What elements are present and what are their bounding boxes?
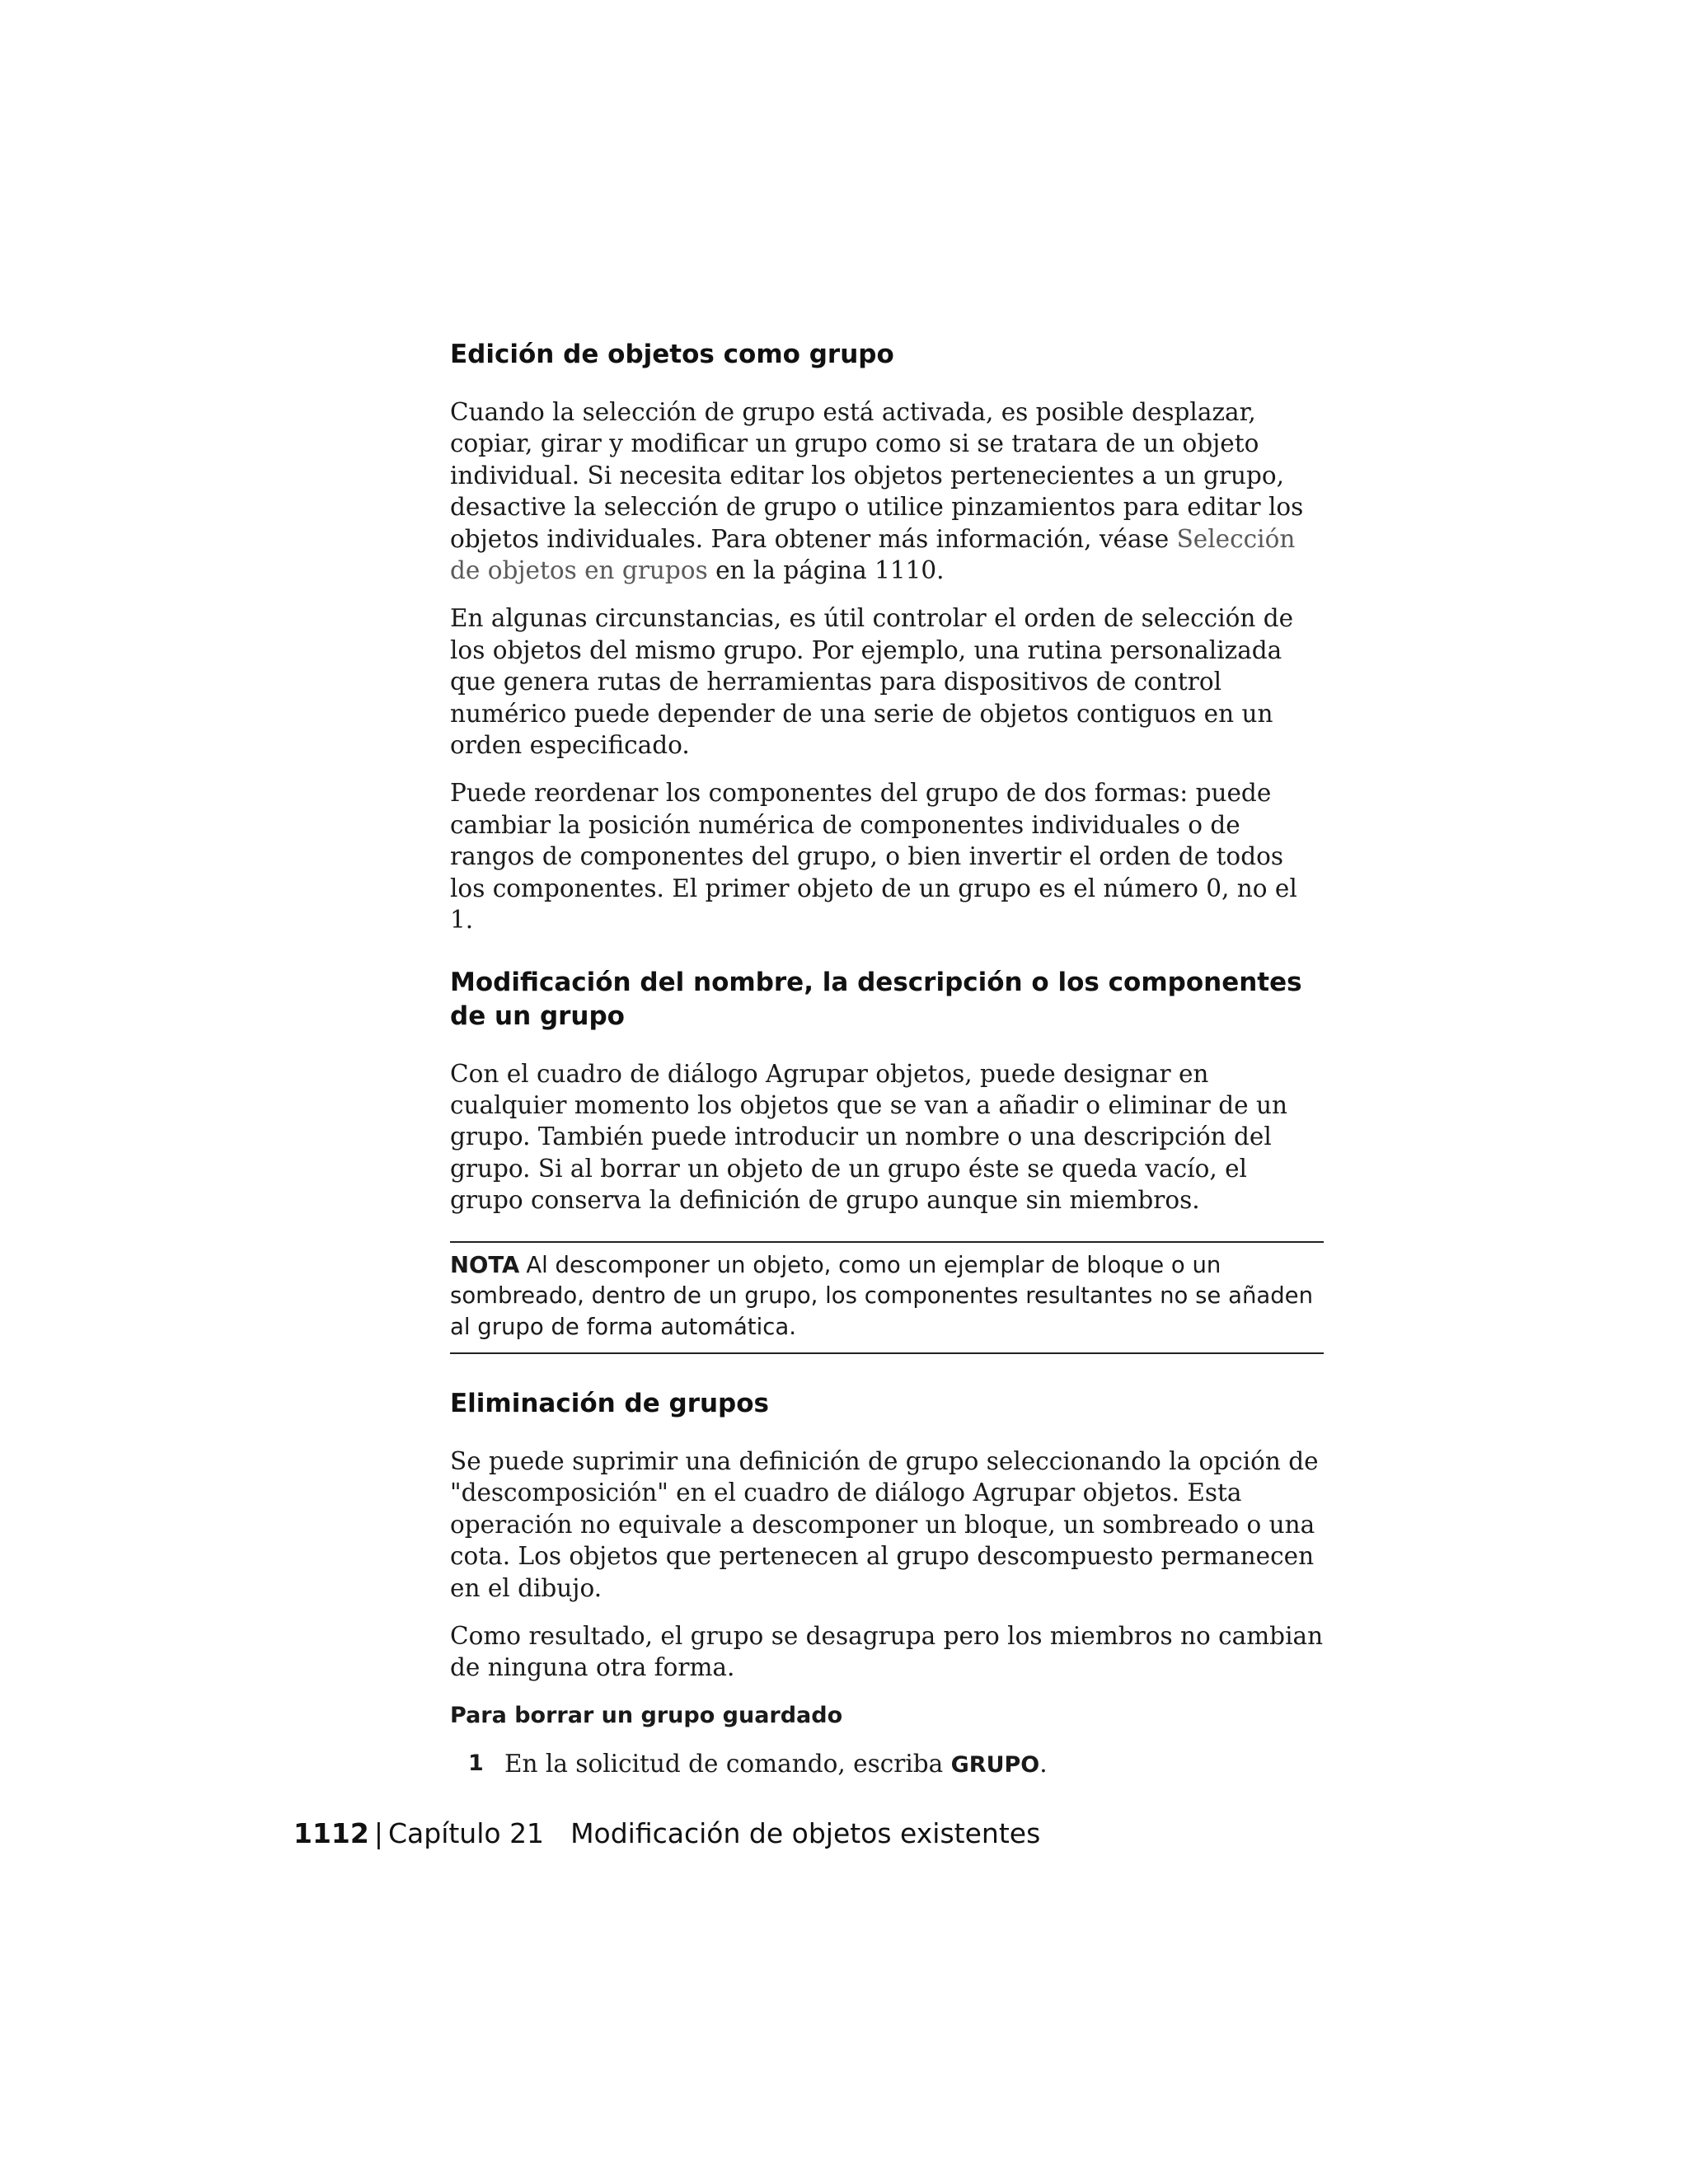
paragraph: Como resultado, el grupo se desagrupa pero los miembros no cambian de ninguna otra forma. xyxy=(450,1622,1324,1682)
paragraph: Se puede suprimir una definición de grupo seleccionando la opción de "descomposición" en el cuadro de diálogo Agrupar objetos. Esta operación no equivale a descomponer un bloque, un sombreado o una cota. Los objetos que pertenecen al grupo descompuesto permanecen en el dibujo. xyxy=(450,1447,1319,1602)
paragraph-text: en la página 1110. xyxy=(707,556,945,585)
chapter-title: Modificación de objetos existentes xyxy=(570,1817,1041,1849)
cross-reference-link[interactable]: Selección de objetos en grupos xyxy=(450,524,1296,585)
step-text-body: En la solicitud de comando, escriba xyxy=(504,1749,951,1778)
chapter-label: Capítulo 21 xyxy=(387,1817,545,1849)
paragraph: En algunas circunstancias, es útil controlar el orden de selección de los objetos del mismo grupo. Por ejemplo, una rutina personalizada que genera rutas de herramientas para dispositivos de control numérico puede depender de una serie de objetos contiguos en un orden especificado. xyxy=(450,604,1294,760)
footer-separator: | xyxy=(373,1817,383,1849)
section-heading-delete-groups: Eliminación de grupos xyxy=(450,1389,770,1419)
note-label: NOTA xyxy=(450,1251,520,1278)
command-name: GRUPO xyxy=(950,1751,1040,1778)
section-heading-edit-group: Edición de objetos como grupo xyxy=(450,340,894,369)
page-content xyxy=(450,338,1324,1781)
section-heading-modify-group: Modificación del nombre, la descripción o los componentes de un grupo xyxy=(450,967,1302,1031)
note-text: Al descomponer un objeto, como un ejemplar de bloque o un sombreado, dentro de un grupo, los componentes resultantes no se añaden al grupo de forma automática. xyxy=(450,1251,1314,1340)
paragraph xyxy=(450,396,1324,586)
note-box xyxy=(450,1241,1324,1355)
step-text xyxy=(504,1748,1048,1781)
paragraph: Con el cuadro de diálogo Agrupar objetos, puede designar en cualquier momento los objetos que se van a añadir o eliminar de un grupo. También puede introducir un nombre o una descripción del grupo. Si al borrar un objeto de un grupo éste se queda vacío, el grupo conserva la definición de grupo aunque sin miembros. xyxy=(450,1059,1287,1215)
page-footer xyxy=(293,1815,1040,1853)
procedure-heading: Para borrar un grupo guardado xyxy=(450,1702,843,1728)
procedure-step xyxy=(450,1748,1324,1781)
step-number: 1 xyxy=(468,1750,484,1776)
page-number: 1112 xyxy=(293,1817,369,1849)
paragraph: Puede reordenar los componentes del grupo de dos formas: puede cambiar la posición numérica de componentes individuales o de rangos de componentes del grupo, o bien invertir el orden de todos los componentes. El primer objeto de un grupo es el número 0, no el 1. xyxy=(450,779,1297,935)
step-text-end: . xyxy=(1039,1749,1048,1778)
paragraph-text: Cuando la selección de grupo está activada, es posible desplazar, copiar, girar y modificar un grupo como si se tratara de un objeto individual. Si necesita editar los objetos pertenecientes a un grupo, desactive la selección de grupo o utilice pinzamientos para editar los objetos individuales. Para obtener más información, véase xyxy=(450,398,1304,553)
